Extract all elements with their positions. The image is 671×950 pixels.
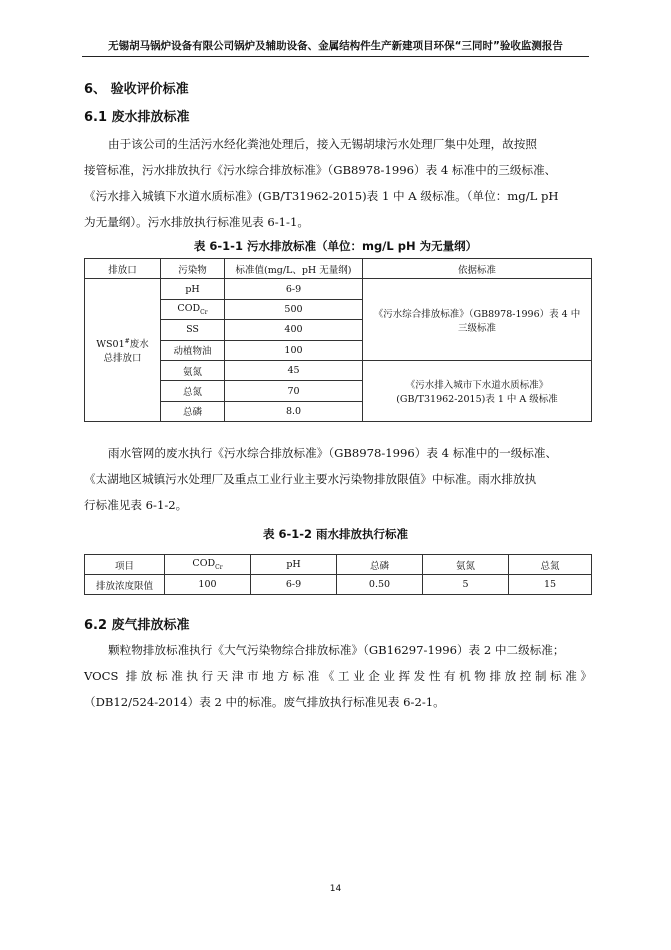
value-cell: 400 (225, 320, 363, 340)
value-cell: 100 (225, 340, 363, 360)
value-cell: 100 (165, 575, 251, 595)
pollutant-cell: SS (161, 320, 225, 340)
value-cell: 45 (225, 360, 363, 380)
header-total-phosphorus: 总磷 (337, 555, 423, 575)
value-cell: 6-9 (251, 575, 337, 595)
paragraph-rainwater (84, 440, 592, 518)
value-cell: 0.50 (337, 575, 423, 595)
header-ammonia: 氨氮 (423, 555, 509, 575)
pollutant-text: COD (177, 303, 201, 315)
paragraph-line: 为无量纲）。污水排放执行标准见表 6-1-1。 (84, 215, 309, 229)
outlet-line2: 总排放口 (103, 353, 142, 365)
pollutant-cell: 总氮 (161, 381, 225, 401)
header-ph: pH (251, 555, 337, 575)
header-outlet: 排放口 (85, 259, 161, 279)
pollutant-cell: 总磷 (161, 401, 225, 421)
table-row (85, 279, 592, 299)
paragraph-line: 雨水管网的废水执行《污水综合排放标准》（GB8978-1996）表 4 标准中的一级标准、 (108, 446, 558, 460)
header-total-nitrogen: 总氮 (509, 555, 592, 575)
table-6-1-1-caption: 表 6-1-1 污水排放标准（单位：mg/L pH 为无量纲） (193, 239, 478, 253)
table-row (85, 575, 592, 595)
paragraph-line: （DB12/524-2014）表 2 中的标准。废气排放执行标准见表 6-2-1。 (84, 695, 445, 709)
outlet-code: WS01 (96, 339, 125, 351)
header-item: 项目 (85, 555, 165, 575)
basis2-line1: 《污水排入城市下水道水质标准》 (405, 380, 549, 392)
value-cell: 5 (423, 575, 509, 595)
paragraph-line: 颗粒物排放标准执行《大气污染物综合排放标准》（GB16297-1996）表 2 中二级标准； (108, 643, 565, 657)
header-standard-value: 标准值(mg/L、pH 无量纲) (225, 259, 363, 279)
outlet-sup: # (124, 338, 130, 346)
basis1-line2: 三级标准 (457, 322, 496, 334)
page-number: 14 (329, 884, 342, 894)
paragraph-line: 《太湖地区城镇污水处理厂及重点工业行业主要水污染物排放限值》中标准。雨水排放执 (84, 472, 537, 486)
value-cell: 70 (225, 381, 363, 401)
outlet-suffix: 废水 (129, 339, 149, 351)
header-pollutant: 污染物 (161, 259, 225, 279)
value-cell: 6-9 (225, 279, 363, 299)
paragraph-line: 由于该公司的生活污水经化粪池处理后，接入无锡胡埭污水处理厂集中处理，故按照 (108, 137, 537, 151)
row-label: 排放浓度限值 (85, 575, 165, 595)
outlet-cell (85, 279, 161, 422)
pollutant-cell (161, 299, 225, 319)
paragraph-line: 接管标准，污水排放执行《污水综合排放标准》（GB8978-1996）表 4 标准中的三级标准、 (84, 163, 557, 177)
pollutant-cell: 氨氮 (161, 360, 225, 380)
header-cod-text: COD (192, 558, 216, 570)
paragraph-line: 《污水排入城镇下水道水质标准》(GB/T31962-2015)表 1 中 A 级标准。（单位：mg/L pH (84, 189, 559, 203)
pollutant-cell: pH (161, 279, 225, 299)
header-cod (165, 555, 251, 575)
paragraph-exhaust-gas (84, 637, 592, 715)
pollutant-cell: 动植物油 (161, 340, 225, 360)
basis-cell-2 (363, 360, 592, 421)
table-header-row (85, 555, 592, 575)
header-basis: 依据标准 (363, 259, 592, 279)
section-6-heading: 6、 验收评价标准 (84, 82, 189, 97)
basis-cell-1 (363, 279, 592, 361)
header-cod-sub: Cr (215, 563, 223, 571)
value-cell: 8.0 (225, 401, 363, 421)
paragraph-line: VOCS 排放标准执行天津市地方标准《工业企业挥发性有机物排放控制标准》 (84, 669, 592, 683)
wastewater-standard-table (84, 258, 592, 422)
paragraph-line: 行标准见表 6-1-2。 (84, 498, 188, 512)
basis1-line1: 《污水综合排放标准》（GB8978-1996）表 4 中 (373, 308, 581, 320)
basis2-line2: (GB/T31962-2015)表 1 中 A 级标准 (396, 394, 558, 406)
value-cell: 15 (509, 575, 592, 595)
header-rule (82, 56, 589, 57)
rainwater-standard-table (84, 554, 592, 595)
table-row (85, 360, 592, 380)
report-header: 无锡胡马锅炉设备有限公司锅炉及辅助设备、金属结构件生产新建项目环保“三同时”验收监测报告 (108, 40, 563, 52)
section-6-1-heading: 6.1 废水排放标准 (84, 110, 190, 125)
section-6-2-heading: 6.2 废气排放标准 (84, 618, 190, 633)
paragraph-wastewater (84, 131, 592, 235)
table-6-1-2-caption: 表 6-1-2 雨水排放执行标准 (262, 527, 409, 541)
value-cell: 500 (225, 299, 363, 319)
table-header-row (85, 259, 592, 279)
pollutant-sub: Cr (200, 308, 208, 316)
